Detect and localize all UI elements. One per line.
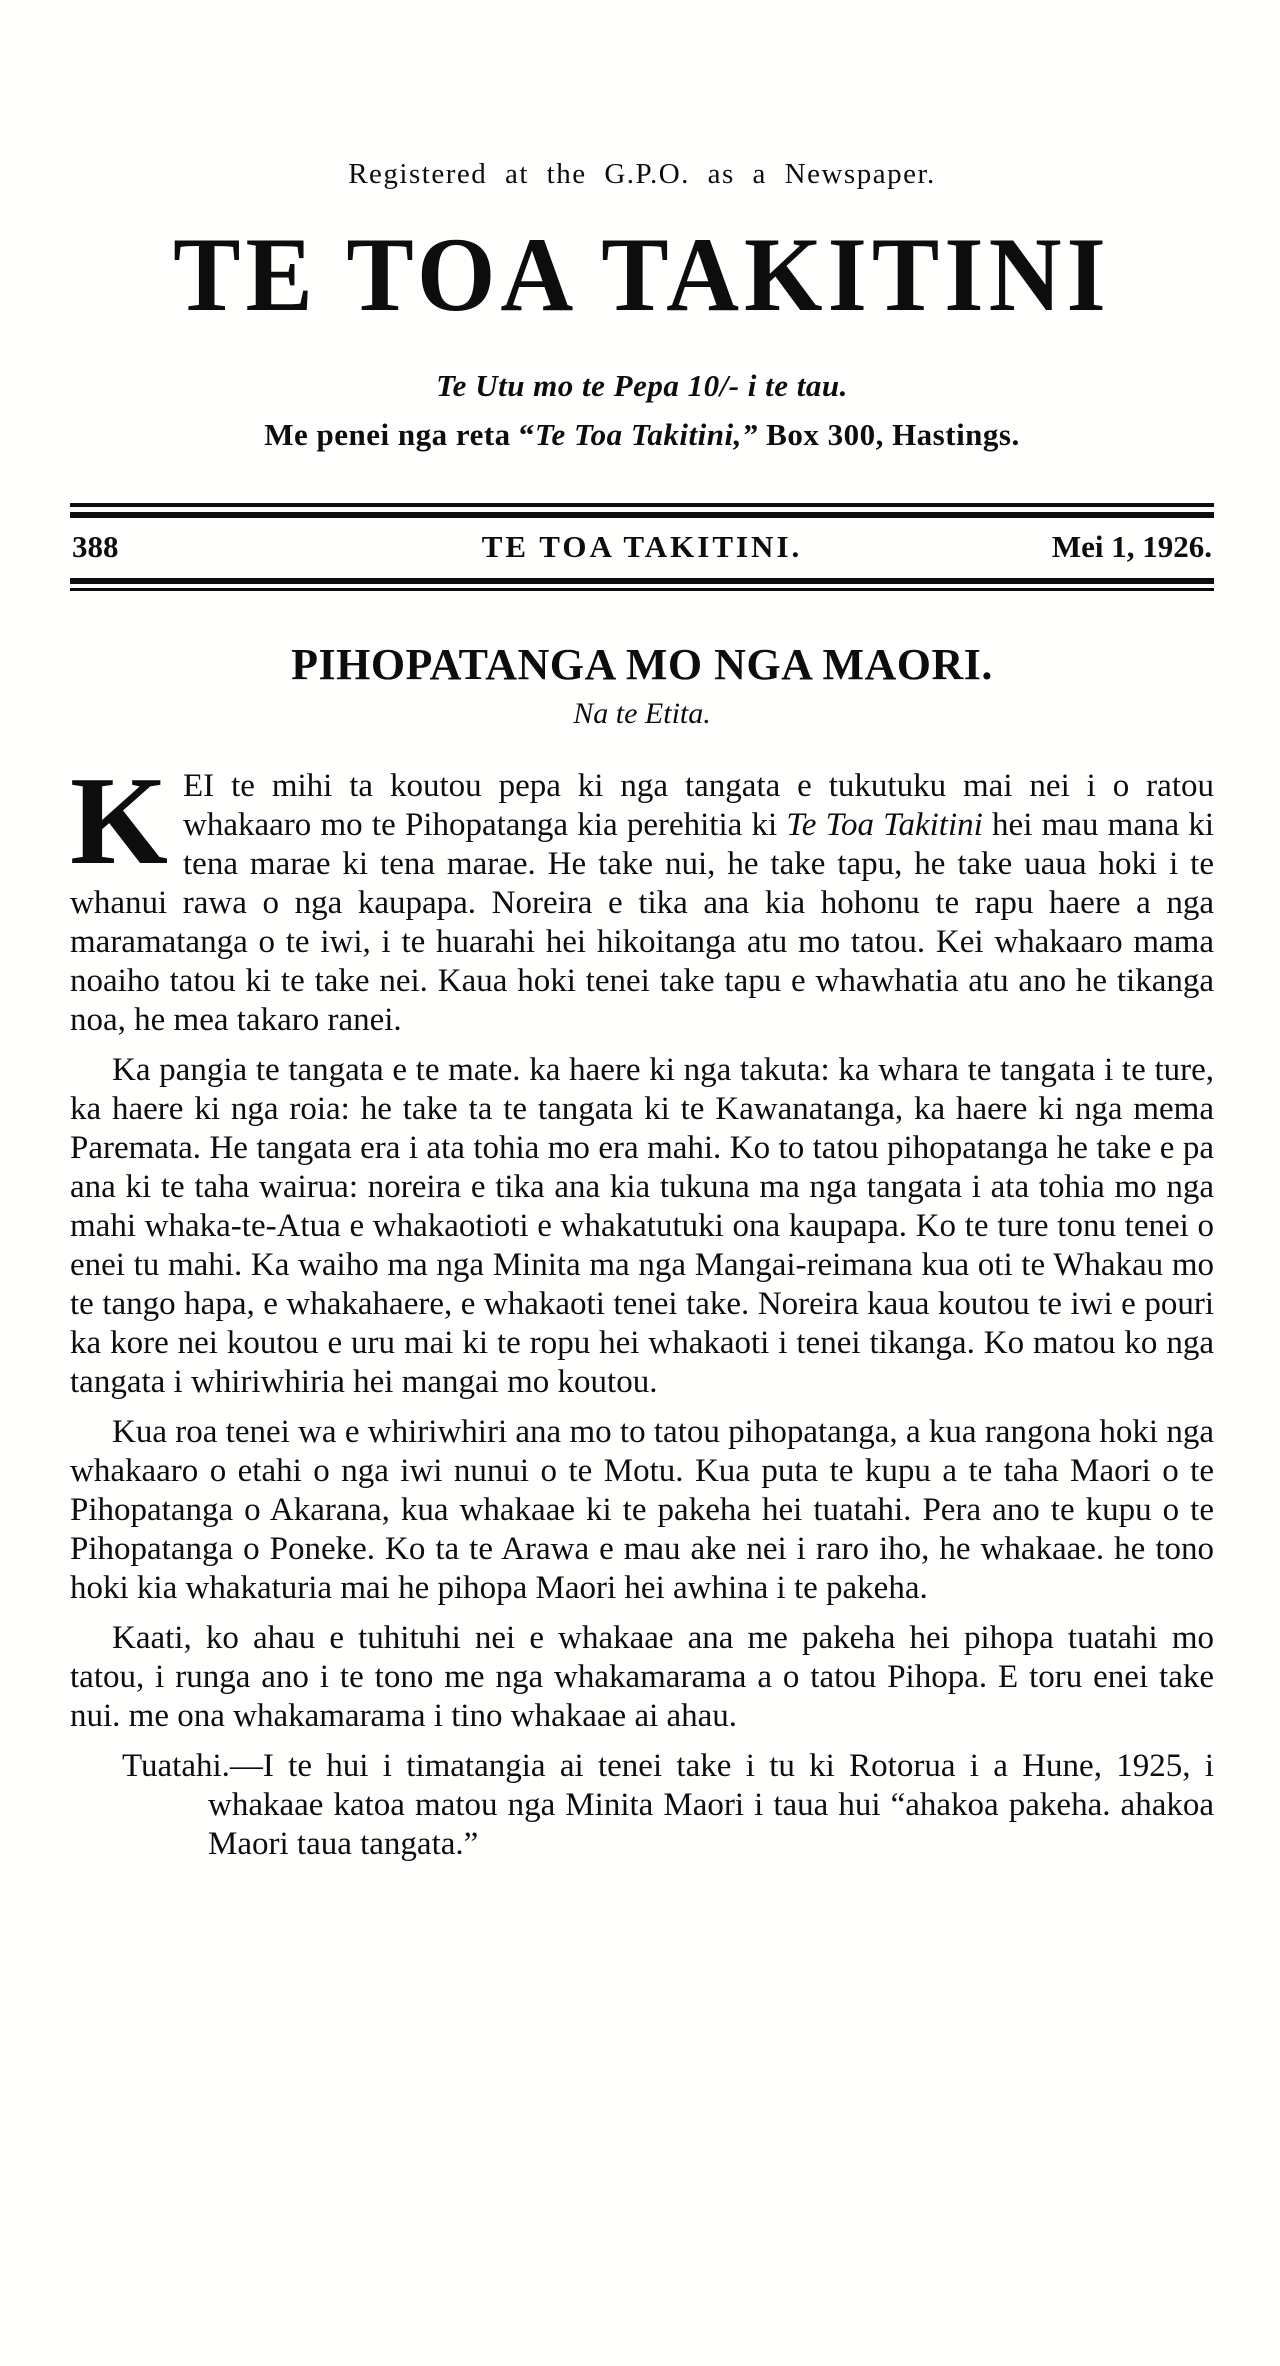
- masthead-title: TE TOA TAKITINI: [173, 215, 1111, 334]
- article-byline: Na te Etita.: [573, 697, 711, 731]
- lead-text-before: EI te mihi ta koutou pepa ki nga tangata e tukutuku mai nei i o ratou whakaaro mo te Pihopatanga kia perehitia ki: [183, 768, 1214, 844]
- lead-paper-title: Te Toa Takitini: [786, 807, 983, 844]
- running-title: TE TOA TAKITINI.: [481, 529, 803, 565]
- paragraph-lead: [70, 752, 1215, 1040]
- registration-notice: Registered at the G.P.O. as a Newspaper.: [348, 158, 936, 190]
- article-body: [70, 752, 1215, 1864]
- article-headline: PIHOPATANGA MO NGA MAORI.: [291, 640, 993, 690]
- double-rule-top: [70, 503, 1214, 518]
- lead-text-after: hei mau mana ki tena marae ki tena marae. He take nui, he take tapu, he take uaua hoki i te whanui rawa o nga kaupapa. Noreira e tika ana kia hohonu te rapu haere a nga maramatanga o te iwi, i te huarahi hei hikoitanga atu mo tatou. Kei whakaaro mama noaiho tatou ki te take nei. Kaua hoki tenei take tapu e whawhatia atu ano he tikanga noa, he mea takaro ranei.: [70, 807, 1215, 1039]
- address-text-after: Box 300, Hastings.: [757, 417, 1020, 453]
- address-text-before: Me penei nga reta “: [264, 417, 535, 453]
- paragraph-tuatahi: Tuatahi.—I te hui i timatangia ai tenei take i tu ki Rotorua i a Hune, 1925, i whakaae katoa matou nga Minita Maori i taua hui “ahakoa pakeha. ahakoa Maori taua tangata.”: [122, 1748, 1214, 1863]
- article: [70, 639, 1214, 1864]
- folio-row: [70, 518, 1214, 578]
- issue-date: Mei 1, 1926.: [1051, 529, 1212, 565]
- address-paper-title: Te Toa Takitini,”: [534, 417, 758, 453]
- paragraph: Ka pangia te tangata e te mate. ka haere ki nga takuta: ka whara te tangata i te ture, ka haere ki nga roia: he take ta te tangata ki te Kawanatanga, ka haere ki nga mema Paremata. He tangata era i ata tohia mo era mahi. Ko to tatou pihopatanga he take e pa ana ki te taha wairua: noreira e tika ana kia tukuna ma nga tangata i ata tohia mo nga mahi whaka-te-Atua e whakaotioti e whakatutuki ona kaupapa. Ko te ture tonu tenei o enei tu mahi. Ka waiho ma nga Minita ma nga Mangai-reimana kua oti te Whakau mo te tango hapa, e whakahaere, e whakaoti tenei take. Noreira kaua koutou te iwi e pouri ka kore nei koutou e uru mai ki te ropu hei whakaoti i tenei tikanga. Ko matou ko nga tangata i whiriwhiria hei mangai mo koutou.: [70, 1052, 1214, 1401]
- paragraph: Kua roa tenei wa e whiriwhiri ana mo to tatou pihopatanga, a kua rangona hoki nga whakaaro o etahi o nga iwi nunui o te Motu. Kua puta te kupu a te taha Maori o te Pihopatanga o Akarana, kua whakaae ki te pakeha hei tuatahi. Pera ano te kupu o te Pihopatanga o Poneke. Ko ta te Arawa e mau ake nei i raro iho, he whakaae. he tono hoki kia whakaturia mai he pihopa Maori hei awhina i te pakeha.: [70, 1414, 1214, 1607]
- drop-cap: K: [70, 752, 169, 892]
- postal-address-line: [70, 417, 1214, 453]
- page-number: 388: [72, 529, 119, 565]
- double-rule-bottom: [70, 578, 1214, 591]
- subscription-price-line: Te Utu mo te Pepa 10/- i te tau.: [436, 368, 848, 404]
- paragraph: Kaati, ko ahau e tuhituhi nei e whakaae ana me pakeha hei pihopa tuatahi mo tatou, i runga ano i te tono me nga whakamarama a o tatou Pihopa. E toru enei take nui. me ona whakamarama i tino whakaae ai ahau.: [70, 1620, 1214, 1735]
